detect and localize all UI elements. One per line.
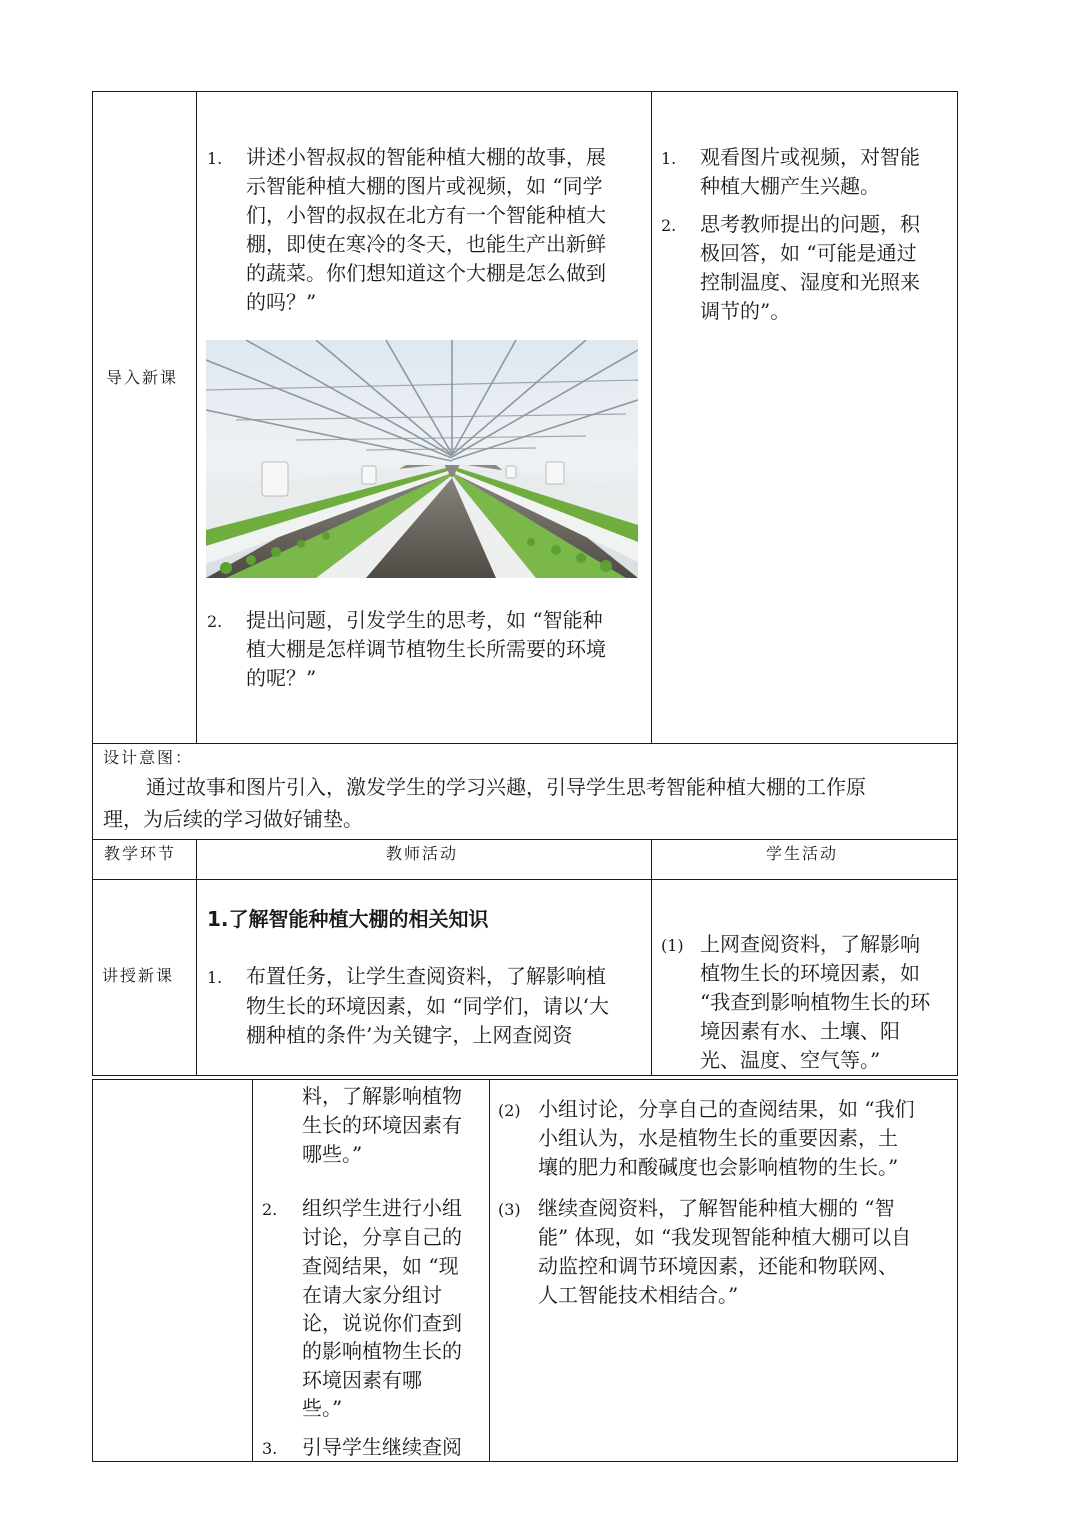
item-line: 生长的环境因素有 bbox=[302, 1113, 462, 1137]
item-line: 能” 体现，如 “我发现智能种植大棚可以自 bbox=[538, 1225, 912, 1249]
item-line: 壤的肥力和酸碱度也会影响植物的生长。” bbox=[538, 1155, 899, 1179]
item-line: 小组认为，水是植物生长的重要因素，土 bbox=[538, 1126, 898, 1150]
item-line: 的影响植物生长的 bbox=[302, 1339, 462, 1363]
item-line: 棚，即使在寒冷的冬天，也能生产出新鲜 bbox=[246, 232, 606, 256]
item-line: 物生长的环境因素，如 “同学们，请以‘大 bbox=[246, 994, 609, 1018]
item-number: 3. bbox=[262, 1439, 278, 1458]
item-number: 1. bbox=[207, 149, 223, 168]
item-number: 2. bbox=[661, 216, 677, 235]
design-intent-label: 设计意图： bbox=[103, 748, 194, 767]
item-line: 控制温度、湿度和光照来 bbox=[700, 270, 920, 294]
item-line: 讨论，分享自己的 bbox=[302, 1225, 462, 1249]
item-line: 引导学生继续查阅 bbox=[302, 1435, 462, 1459]
item-line: 极回答，如 “可能是通过 bbox=[700, 241, 917, 265]
item-number: 1. bbox=[661, 149, 677, 168]
item-line: 境因素有水、土壤、阳 bbox=[700, 1019, 900, 1043]
item-line: 的吗？” bbox=[246, 290, 317, 314]
section-label-intro: 导入新课 bbox=[106, 368, 179, 387]
section-label-teach: 讲授新课 bbox=[102, 966, 175, 985]
item-line: 示智能种植大棚的图片或视频，如 “同学 bbox=[246, 174, 603, 198]
header-teacher: 教师活动 bbox=[386, 844, 459, 863]
item-line: 论，说说你们查到 bbox=[302, 1311, 462, 1335]
item-line: 思考教师提出的问题，积 bbox=[700, 212, 920, 236]
item-line: 的蔬菜。你们想知道这个大棚是怎么做到 bbox=[246, 261, 606, 285]
item-number: 2. bbox=[207, 612, 223, 631]
design-intent-line: 理，为后续的学习做好铺垫。 bbox=[103, 807, 363, 831]
item-line: 些。” bbox=[302, 1396, 343, 1420]
item-line: 上网查阅资料，了解影响 bbox=[700, 932, 920, 956]
item-number: (2) bbox=[498, 1101, 521, 1120]
item-line: 小组讨论，分享自己的查阅结果，如 “我们 bbox=[538, 1097, 915, 1121]
item-line: 观看图片或视频，对智能 bbox=[700, 145, 920, 169]
item-line: 植物生长的环境因素，如 bbox=[700, 961, 920, 985]
item-line: 料，了解影响植物 bbox=[302, 1084, 462, 1108]
item-line: 组织学生进行小组 bbox=[302, 1196, 462, 1220]
greenhouse-photo bbox=[206, 340, 638, 578]
item-line: 人工智能技术相结合。” bbox=[538, 1283, 739, 1307]
item-line: 动监控和调节环境因素，还能和物联网、 bbox=[538, 1254, 898, 1278]
header-student: 学生活动 bbox=[766, 844, 839, 863]
item-line: 光、温度、空气等。” bbox=[700, 1048, 881, 1072]
item-number: 2. bbox=[262, 1200, 278, 1219]
item-line: 的呢？” bbox=[246, 666, 317, 690]
item-line: 查阅结果，如 “现 bbox=[302, 1254, 459, 1278]
item-line: 在请大家分组讨 bbox=[302, 1283, 442, 1307]
item-line: 调节的”。 bbox=[700, 299, 791, 323]
item-line: 提出问题，引发学生的思考，如 “智能种 bbox=[246, 608, 603, 632]
item-line: 讲述小智叔叔的智能种植大棚的故事，展 bbox=[246, 145, 606, 169]
item-number: (3) bbox=[498, 1200, 521, 1219]
item-line: 棚种植的条件’为关键字，上网查阅资 bbox=[246, 1023, 573, 1047]
item-number: 1. bbox=[207, 968, 223, 987]
header-stage: 教学环节 bbox=[104, 844, 177, 863]
item-line: 哪些。” bbox=[302, 1142, 363, 1166]
item-line: 继续查阅资料，了解智能种植大棚的 “智 bbox=[538, 1196, 895, 1220]
teach-heading: 1.了解智能种植大棚的相关知识 bbox=[207, 907, 489, 931]
item-line: 们，小智的叔叔在北方有一个智能种植大 bbox=[246, 203, 606, 227]
design-intent-line: 通过故事和图片引入，激发学生的学习兴趣，引导学生思考智能种植大棚的工作原 bbox=[146, 775, 866, 799]
item-line: 种植大棚产生兴趣。 bbox=[700, 174, 880, 198]
item-line: 植大棚是怎样调节植物生长所需要的环境 bbox=[246, 637, 606, 661]
item-line: 环境因素有哪 bbox=[302, 1368, 422, 1392]
item-number: (1) bbox=[661, 936, 684, 955]
item-line: “我查到影响植物生长的环 bbox=[700, 990, 931, 1014]
item-line: 布置任务，让学生查阅资料，了解影响植 bbox=[246, 964, 606, 988]
